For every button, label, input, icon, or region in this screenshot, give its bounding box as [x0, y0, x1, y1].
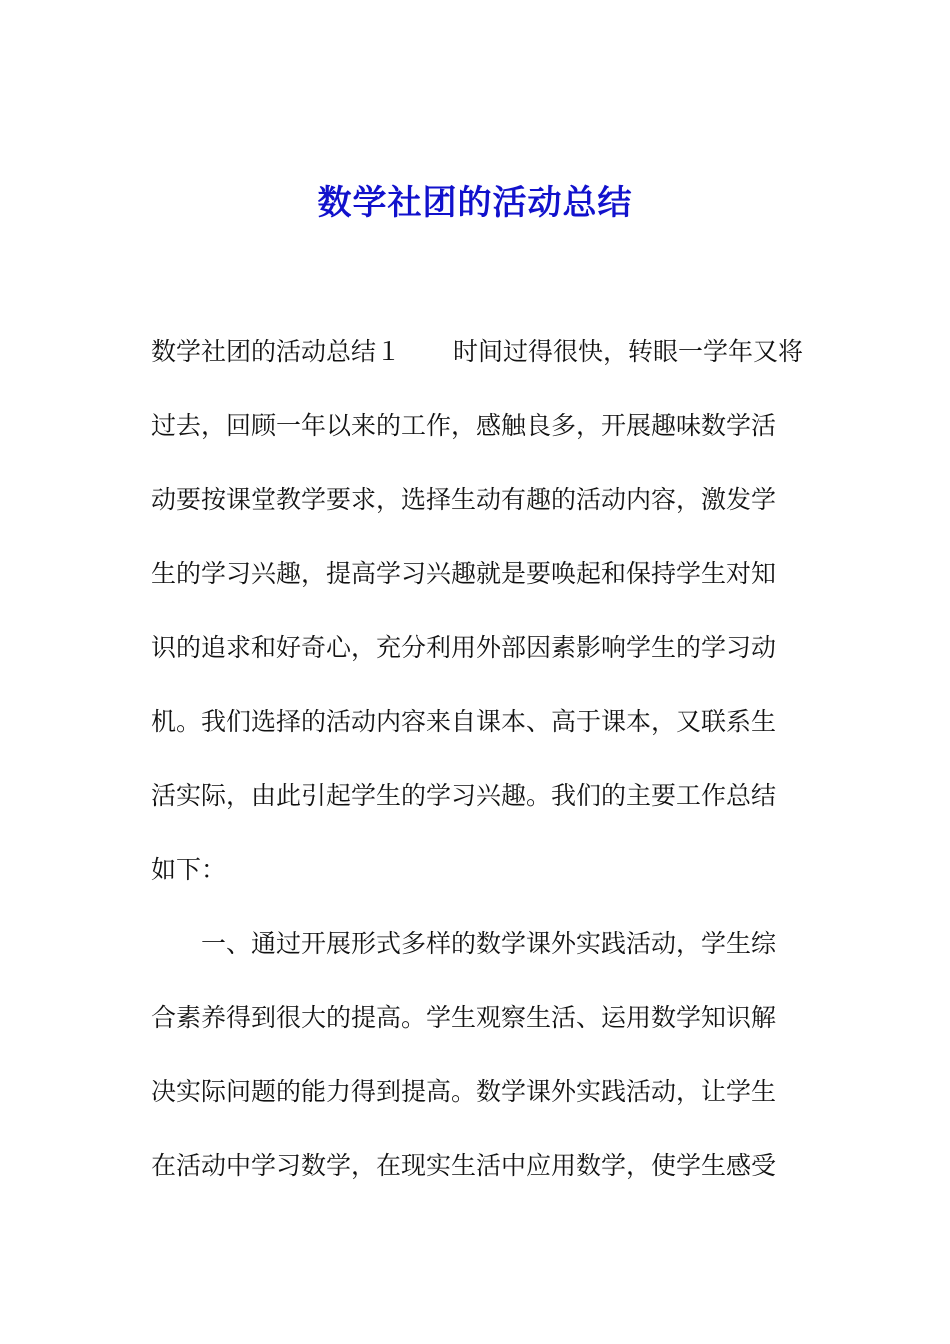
text-line-9: 一、通过开展形式多样的数学课外实践活动，学生综 — [201, 929, 777, 958]
text-line-3: 动要按课堂教学要求，选择生动有趣的活动内容，激发学 — [151, 485, 777, 514]
text-line-12: 在活动中学习数学，在现实生活中应用数学，使学生感受 — [151, 1151, 777, 1180]
text-line-7: 活实际，由此引起学生的学习兴趣。我们的主要工作总结 — [151, 781, 777, 810]
text-line-1 — [151, 332, 803, 372]
text-line-5: 识的追求和好奇心，充分利用外部因素影响学生的学习动 — [151, 633, 777, 662]
text-line-8: 如下： — [151, 855, 227, 884]
paragraph-text: 时间过得很快，转眼一学年又将 — [453, 337, 804, 366]
section-heading: 数学社团的活动总结１ — [151, 337, 402, 366]
text-line-11: 决实际问题的能力得到提高。数学课外实践活动，让学生 — [151, 1077, 777, 1106]
document-title: 数学社团的活动总结 — [317, 183, 633, 223]
text-line-2: 过去，回顾一年以来的工作，感触良多，开展趣味数学活 — [151, 411, 777, 440]
text-line-6: 机。我们选择的活动内容来自课本、高于课本，又联系生 — [151, 707, 777, 736]
text-line-4: 生的学习兴趣，提高学习兴趣就是要唤起和保持学生对知 — [151, 559, 777, 588]
text-line-10: 合素养得到很大的提高。学生观察生活、运用数学知识解 — [151, 1003, 777, 1032]
